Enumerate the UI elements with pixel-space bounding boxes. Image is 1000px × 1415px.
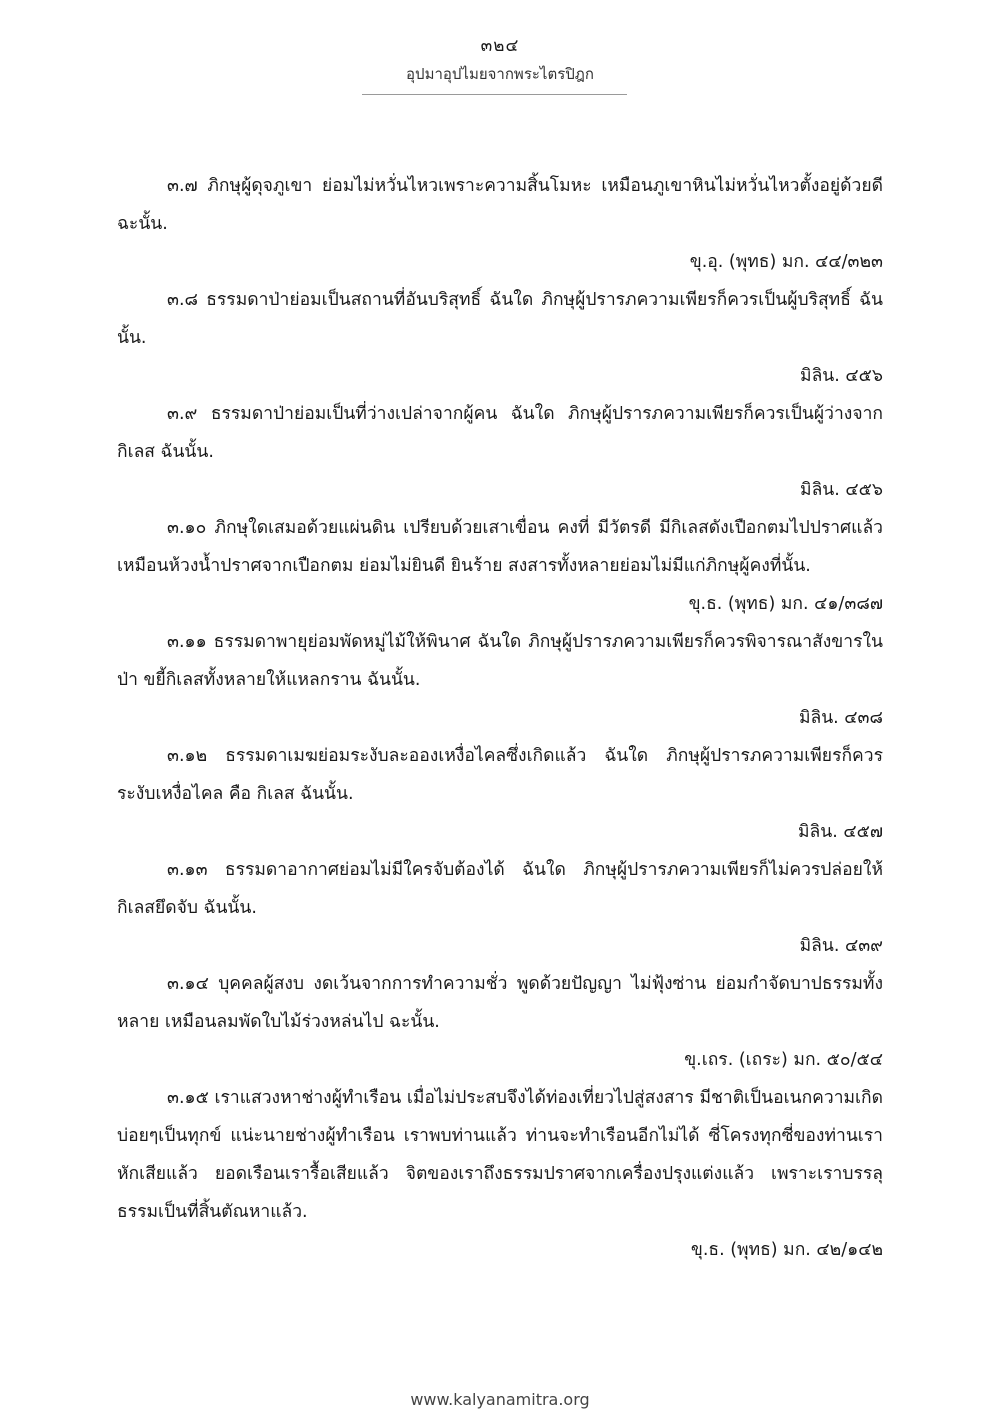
entry-3-11 — [117, 623, 883, 737]
entry-text: ๓.๘ ธรรมดาป่าย่อมเป็นสถานที่อันบริสุทธิ์ ฉันใด ภิกษุผู้ปรารภความเพียรก็ควรเป็นผู้บริสุทธิ์ ฉันนั้น. — [117, 290, 883, 348]
footer-url: www.kalyanamitra.org — [410, 1390, 590, 1409]
entry-3-13 — [117, 851, 883, 965]
entry-reference: ขุ.ธ. (พุทธ) มก. ๔๒/๑๔๒ — [690, 1240, 883, 1260]
entry-text: ๓.๑๒ ธรรมดาเมฆย่อมระงับละอองเหงื่อไคลซึ่งเกิดแล้ว ฉันใด ภิกษุผู้ปรารภความเพียรก็ควรระงับเหงื่อไคล คือ กิเลส ฉันนั้น. — [117, 746, 883, 804]
page-number: ๓๒๔ — [480, 36, 520, 56]
book-title: อุปมาอุปไมยจากพระไตรปิฎก — [406, 65, 594, 83]
entry-reference: มิลิน. ๔๓๙ — [799, 936, 883, 956]
entry-reference: มิลิน. ๔๕๗ — [798, 822, 883, 842]
entry-3-9 — [117, 395, 883, 509]
page-content — [117, 167, 883, 1269]
entry-3-15 — [117, 1079, 883, 1269]
entry-text: ๓.๑๐ ภิกษุใดเสมอด้วยแผ่นดิน เปรียบด้วยเสาเขื่อน คงที่ มีวัตรดี มีกิเลสดังเปือกตมไปปราศแล้ว เหมือนห้วงน้ำปราศจากเปือกตม ย่อมไม่ยินดี ยินร้าย สงสารทั้งหลายย่อมไม่มีแก่ภิกษุผู้คงที่นั้น. — [117, 518, 883, 576]
header-divider — [362, 94, 627, 95]
entry-reference: มิลิน. ๔๕๖ — [800, 480, 883, 500]
entry-reference: มิลิน. ๔๓๘ — [798, 708, 883, 728]
entry-text: ๓.๑๑ ธรรมดาพายุย่อมพัดหมู่ไม้ให้พินาศ ฉันใด ภิกษุผู้ปรารภความเพียรก็ควรพิจารณาสังขารในป่า ขยี้กิเลสทั้งหลายให้แหลกราน ฉันนั้น. — [117, 632, 883, 690]
entry-text: ๓.๑๔ บุคคลผู้สงบ งดเว้นจากการทำความชั่ว พูดด้วยปัญญา ไม่ฟุ้งซ่าน ย่อมกำจัดบาปธรรมทั้งหลาย เหมือนลมพัดใบไม้ร่วงหล่นไป ฉะนั้น. — [117, 974, 883, 1032]
entry-text: ๓.๙ ธรรมดาป่าย่อมเป็นที่ว่างเปล่าจากผู้คน ฉันใด ภิกษุผู้ปรารภความเพียรก็ควรเป็นผู้ว่างจากกิเลส ฉันนั้น. — [117, 404, 883, 462]
entry-text: ๓.๗ ภิกษุผู้ดุจภูเขา ย่อมไม่หวั่นไหวเพราะความสิ้นโมหะ เหมือนภูเขาหินไม่หวั่นไหวตั้งอยู่ด้วยดี ฉะนั้น. — [117, 176, 883, 234]
entry-text: ๓.๑๓ ธรรมดาอากาศย่อมไม่มีใครจับต้องได้ ฉันใด ภิกษุผู้ปรารภความเพียรก็ไม่ควรปล่อยให้กิเลสยึดจับ ฉันนั้น. — [117, 860, 883, 918]
entry-3-14 — [117, 965, 883, 1079]
entry-reference: มิลิน. ๔๕๖ — [800, 366, 883, 386]
entry-reference: ขุ.เถร. (เถระ) มก. ๕๐/๕๔ — [684, 1050, 883, 1070]
entry-3-10 — [117, 509, 883, 623]
entry-3-12 — [117, 737, 883, 851]
entry-3-8 — [117, 281, 883, 395]
entry-reference: ขุ.อุ. (พุทธ) มก. ๔๔/๓๒๓ — [689, 252, 883, 272]
entry-text: ๓.๑๕ เราแสวงหาช่างผู้ทำเรือน เมื่อไม่ประสบจึงได้ท่องเที่ยวไปสู่สงสาร มีชาติเป็นอเนกความเกิดบ่อยๆเป็นทุกข์ แน่ะนายช่างผู้ทำเรือน เราพบท่านแล้ว ท่านจะทำเรือนอีกไม่ได้ ซี่โครงทุกซี่ของท่านเราหักเสียแล้ว ยอดเรือนเรารื้อเสียแล้ว จิตของเราถึงธรรมปราศจากเครื่องปรุงแต่งแล้ว เพราะเราบรรลุธรรมเป็นที่สิ้นตัณหาแล้ว. — [117, 1088, 883, 1222]
entry-3-7 — [117, 167, 883, 281]
entry-reference: ขุ.ธ. (พุทธ) มก. ๔๑/๓๘๗ — [688, 594, 883, 614]
